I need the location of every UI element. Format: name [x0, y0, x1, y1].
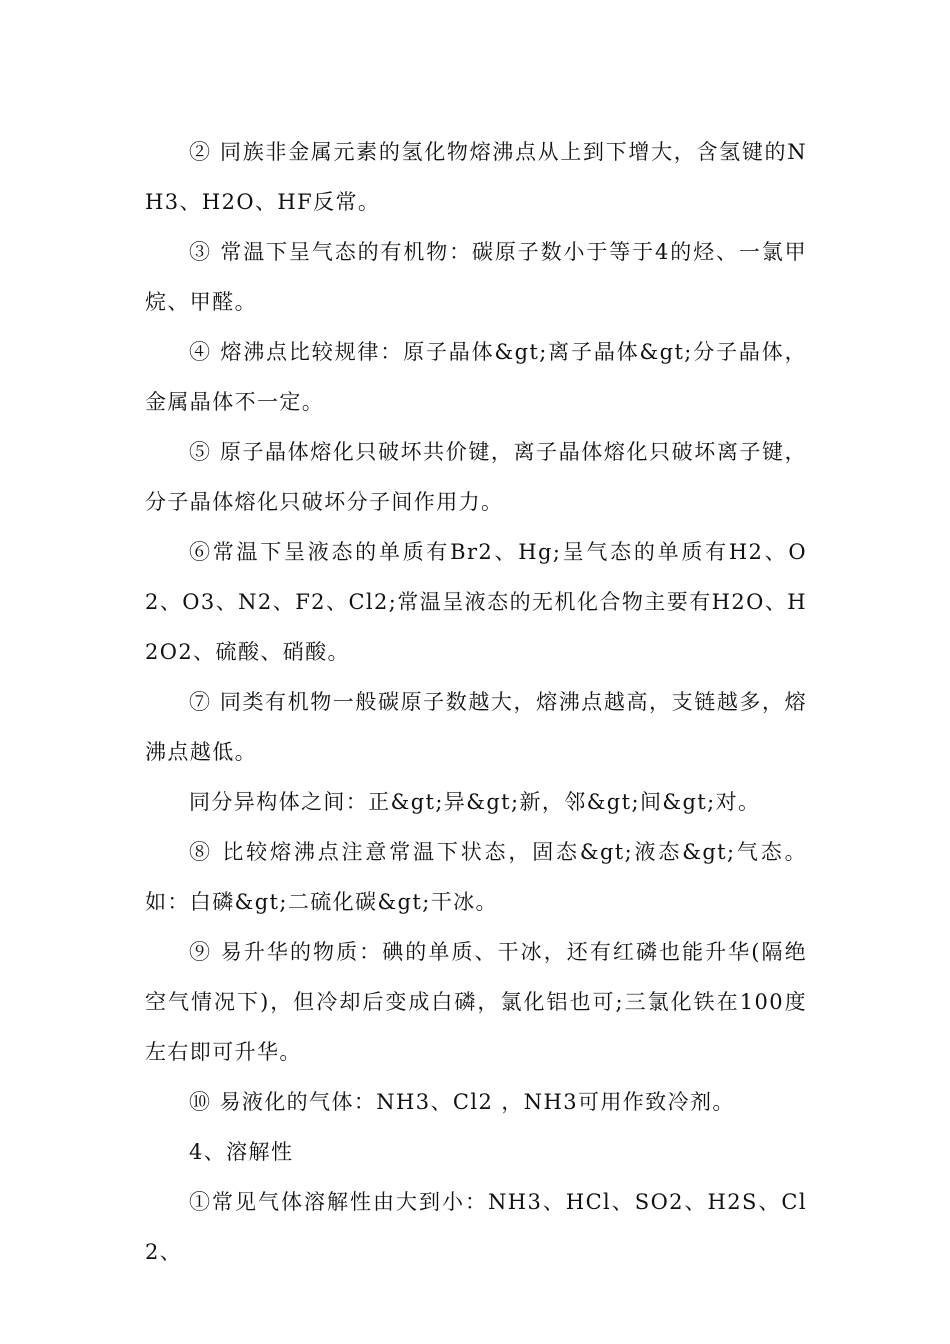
- paragraph-gas-solubility-order: ①常见气体溶解性由大到小：NH3、HCl、SO2、H2S、Cl2、: [145, 1190, 807, 1264]
- paragraph-gaseous-organics: ③ 常温下呈气态的有机物：碳原子数小于等于4的烃、一氯甲烷、甲醛。: [145, 240, 807, 314]
- paragraph-isomer-order: 同分异构体之间：正&gt;异&gt;新，邻&gt;间&gt;对。: [189, 790, 761, 814]
- paragraph-state-comparison: ⑧ 比较熔沸点注意常温下状态，固态&gt;液态&gt;气态。如：白磷&gt;二硫化碳&gt;干冰。: [145, 840, 807, 914]
- paragraph-liquefiable-gases: ⑩ 易液化的气体：NH3、Cl2 ，NH3可用作致冷剂。: [189, 1090, 735, 1114]
- paragraph-liquid-and-gas-substances: ⑥常温下呈液态的单质有Br2、Hg;呈气态的单质有H2、O2、O3、N2、F2、Cl2;常温呈液态的无机化合物主要有H2O、H2O2、硫酸、硝酸。: [145, 540, 807, 664]
- paragraph-crystal-melting-order: ④ 熔沸点比较规律：原子晶体&gt;离子晶体&gt;分子晶体，金属晶体不一定。: [145, 340, 807, 414]
- paragraph-bonds-broken-on-melting: ⑤ 原子晶体熔化只破坏共价键，离子晶体熔化只破坏离子键，分子晶体熔化只破坏分子间作用力。: [145, 440, 807, 514]
- paragraph-sublimation: ⑨ 易升华的物质：碘的单质、干冰，还有红磷也能升华(隔绝空气情况下)，但冷却后变成白磷，氯化铝也可;三氯化铁在100度左右即可升华。: [145, 940, 807, 1064]
- section-heading-solubility: 4、溶解性: [189, 1140, 294, 1164]
- paragraph-hydride-boiling-points: ② 同族非金属元素的氢化物熔沸点从上到下增大，含氢键的NH3、H2O、HF反常。: [145, 140, 807, 214]
- document-body: [145, 127, 807, 1277]
- paragraph-carbon-chain-rule: ⑦ 同类有机物一般碳原子数越大，熔沸点越高，支链越多，熔沸点越低。: [145, 690, 807, 764]
